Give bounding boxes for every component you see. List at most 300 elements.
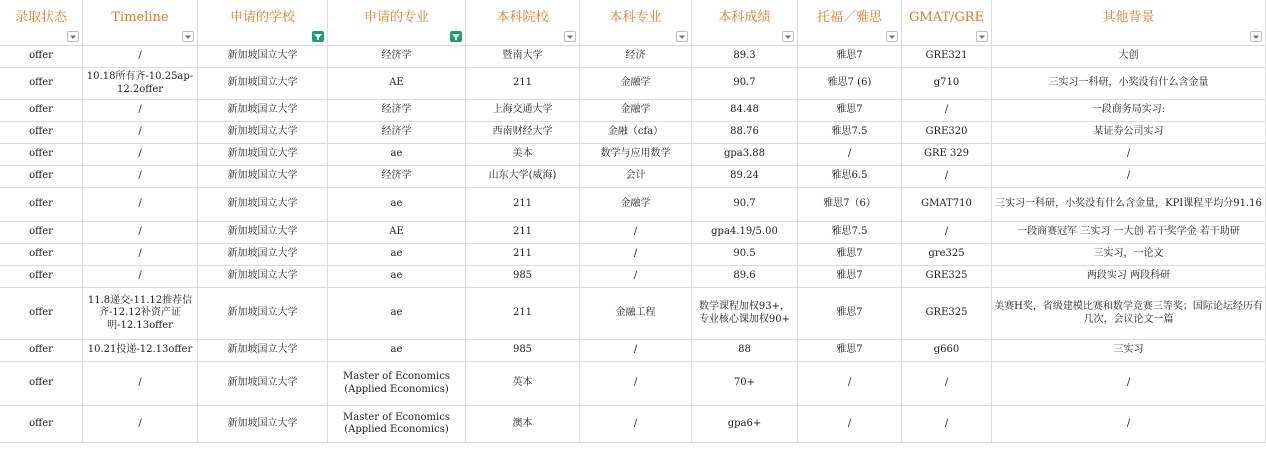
filter-dropdown-icon[interactable]	[782, 31, 794, 42]
cell-text-undergrad-school: 985	[512, 270, 533, 282]
cell-undergrad-school[interactable]	[466, 122, 580, 143]
table-row	[0, 100, 1266, 122]
cell-text-undergrad-school: 暨南大学	[502, 50, 543, 62]
cell-toefl-ielts[interactable]	[798, 122, 902, 143]
header-label-undergrad-major: 本科专业	[609, 10, 662, 26]
cell-toefl-ielts[interactable]	[798, 188, 902, 221]
filter-dropdown-icon[interactable]	[676, 31, 688, 42]
header-admission-status[interactable]	[0, 0, 83, 45]
cell-text-toefl-ielts: /	[847, 377, 852, 389]
header-label-admission-status: 录取状态	[14, 10, 67, 26]
cell-toefl-ielts[interactable]	[798, 266, 902, 287]
cell-text-applied-school: 新加坡国立大学	[227, 417, 298, 429]
cell-text-gmat-gre: /	[944, 226, 949, 238]
cell-text-timeline: 10.21投递-12.13offer	[87, 344, 193, 356]
cell-text-toefl-ielts: 雅思7.5	[831, 126, 868, 138]
filter-dropdown-icon[interactable]	[1250, 31, 1262, 42]
filter-active-icon[interactable]	[312, 31, 324, 42]
cell-admission-status[interactable]	[0, 362, 83, 405]
cell-undergrad-major[interactable]	[580, 68, 692, 99]
cell-undergrad-grade[interactable]	[692, 46, 798, 67]
cell-applied-major[interactable]	[328, 68, 466, 99]
cell-text-applied-school: 新加坡国立大学	[227, 170, 298, 182]
cell-text-undergrad-major: 会计	[625, 170, 646, 182]
cell-toefl-ielts[interactable]	[798, 406, 902, 442]
cell-undergrad-major[interactable]	[580, 188, 692, 221]
cell-text-applied-major: ae	[390, 344, 403, 356]
cell-text-applied-major: ae	[390, 307, 403, 319]
cell-gmat-gre[interactable]	[902, 166, 992, 187]
cell-applied-school[interactable]	[198, 188, 328, 221]
cell-timeline[interactable]	[83, 144, 198, 165]
cell-text-gmat-gre: GMAT710	[921, 198, 972, 210]
cell-undergrad-major[interactable]	[580, 144, 692, 165]
cell-gmat-gre[interactable]	[902, 266, 992, 287]
cell-applied-school[interactable]	[198, 244, 328, 265]
cell-text-undergrad-grade: 数学课程加权93+，专业核心课加权90+	[698, 301, 791, 325]
cell-other-background[interactable]	[992, 266, 1266, 287]
cell-gmat-gre[interactable]	[902, 188, 992, 221]
cell-undergrad-school[interactable]	[466, 362, 580, 405]
cell-gmat-gre[interactable]	[902, 406, 992, 442]
cell-text-undergrad-school: 211	[512, 248, 533, 260]
cell-undergrad-grade[interactable]	[692, 68, 798, 99]
cell-undergrad-major[interactable]	[580, 406, 692, 442]
filter-dropdown-icon[interactable]	[976, 31, 988, 42]
cell-other-background[interactable]	[992, 100, 1266, 121]
cell-text-other-background: 三实习	[1113, 344, 1144, 356]
cell-applied-major[interactable]	[328, 266, 466, 287]
header-applied-major[interactable]	[328, 0, 466, 45]
table-row	[0, 406, 1266, 443]
cell-undergrad-grade[interactable]	[692, 288, 798, 339]
cell-text-toefl-ielts: 雅思7	[836, 307, 863, 319]
cell-applied-school[interactable]	[198, 362, 328, 405]
cell-text-toefl-ielts: 雅思6.5	[831, 170, 868, 182]
cell-applied-major[interactable]	[328, 340, 466, 361]
header-undergrad-grade[interactable]	[692, 0, 798, 45]
cell-applied-major[interactable]	[328, 288, 466, 339]
cell-text-undergrad-school: 211	[512, 307, 533, 319]
cell-text-undergrad-grade: 88.76	[730, 126, 759, 138]
cell-other-background[interactable]	[992, 46, 1266, 67]
cell-text-undergrad-major: 数学与应用数学	[600, 148, 671, 160]
cell-admission-status[interactable]	[0, 266, 83, 287]
table-row	[0, 46, 1266, 68]
cell-other-background[interactable]	[992, 144, 1266, 165]
cell-text-undergrad-school: 211	[512, 226, 533, 238]
table-row	[0, 166, 1266, 188]
cell-text-applied-school: 新加坡国立大学	[227, 198, 298, 210]
cell-text-undergrad-grade: 90.5	[733, 248, 756, 260]
cell-other-background[interactable]	[992, 188, 1266, 221]
header-undergrad-major[interactable]	[580, 0, 692, 45]
cell-applied-major[interactable]	[328, 188, 466, 221]
cell-text-timeline: /	[138, 50, 142, 62]
header-toefl-ielts[interactable]	[798, 0, 902, 45]
cell-text-undergrad-school: 澳本	[512, 417, 533, 429]
cell-text-gmat-gre: GRE321	[925, 50, 968, 62]
cell-text-undergrad-major: 金融学	[620, 198, 651, 210]
cell-undergrad-grade[interactable]	[692, 406, 798, 442]
cell-text-toefl-ielts: 雅思7	[836, 270, 863, 282]
cell-text-other-background: 美赛H奖，省级建模比赛和数学竞赛三等奖；国际论坛经历有几次，会议论文一篇	[994, 301, 1263, 325]
header-timeline[interactable]	[83, 0, 198, 45]
cell-text-admission-status: offer	[29, 148, 53, 160]
header-label-applied-school: 申请的学校	[229, 10, 295, 26]
cell-text-undergrad-grade: 89.24	[730, 170, 759, 182]
cell-text-undergrad-grade: 88	[738, 344, 751, 356]
cell-text-admission-status: offer	[29, 377, 53, 389]
cell-timeline[interactable]	[83, 340, 198, 361]
cell-text-admission-status: offer	[29, 104, 53, 116]
cell-text-undergrad-school: 211	[512, 77, 533, 89]
cell-text-toefl-ielts: /	[847, 417, 852, 429]
cell-other-background[interactable]	[992, 362, 1266, 405]
header-row	[0, 0, 1266, 46]
cell-text-applied-school: 新加坡国立大学	[227, 248, 298, 260]
cell-admission-status[interactable]	[0, 68, 83, 99]
cell-text-admission-status: offer	[29, 77, 53, 89]
header-label-undergrad-school: 本科院校	[496, 10, 549, 26]
header-label-undergrad-grade: 本科成绩	[718, 10, 771, 26]
cell-text-applied-major: Master of Economics (Applied Economics)	[343, 371, 450, 395]
cell-text-gmat-gre: /	[944, 377, 949, 389]
cell-text-undergrad-grade: 70+	[733, 377, 756, 389]
cell-text-other-background: 一段商赛冠军 三实习 一大创 若干奖学金 若干助研	[1017, 226, 1240, 238]
filter-dropdown-icon[interactable]	[886, 31, 898, 42]
cell-other-background[interactable]	[992, 166, 1266, 187]
cell-undergrad-school[interactable]	[466, 222, 580, 243]
cell-toefl-ielts[interactable]	[798, 362, 902, 405]
cell-admission-status[interactable]	[0, 144, 83, 165]
cell-text-undergrad-school: 985	[512, 344, 533, 356]
cell-text-applied-school: 新加坡国立大学	[227, 148, 298, 160]
table-row	[0, 144, 1266, 166]
cell-toefl-ielts[interactable]	[798, 222, 902, 243]
cell-applied-major[interactable]	[328, 406, 466, 442]
cell-text-undergrad-major: /	[633, 344, 638, 356]
cell-text-admission-status: offer	[29, 307, 53, 319]
cell-gmat-gre[interactable]	[902, 222, 992, 243]
cell-text-applied-school: 新加坡国立大学	[227, 226, 298, 238]
cell-text-other-background: 三实习一科研，小奖没有什么含金量	[1048, 77, 1209, 89]
cell-undergrad-major[interactable]	[580, 266, 692, 287]
cell-text-admission-status: offer	[29, 417, 53, 429]
cell-gmat-gre[interactable]	[902, 288, 992, 339]
cell-text-applied-major: 经济学	[381, 104, 412, 116]
header-other-background[interactable]	[992, 0, 1266, 45]
cell-text-timeline: /	[138, 417, 142, 429]
cell-text-applied-major: AE	[389, 77, 404, 89]
cell-toefl-ielts[interactable]	[798, 288, 902, 339]
cell-other-background[interactable]	[992, 68, 1266, 99]
cell-undergrad-school[interactable]	[466, 406, 580, 442]
cell-undergrad-major[interactable]	[580, 100, 692, 121]
cell-admission-status[interactable]	[0, 222, 83, 243]
cell-text-other-background: 某证券公司实习	[1093, 126, 1164, 138]
cell-undergrad-major[interactable]	[580, 46, 692, 67]
header-label-applied-major: 申请的专业	[363, 10, 429, 26]
cell-text-gmat-gre: /	[944, 170, 949, 182]
cell-other-background[interactable]	[992, 222, 1266, 243]
cell-undergrad-school[interactable]	[466, 166, 580, 187]
cell-toefl-ielts[interactable]	[798, 68, 902, 99]
cell-text-undergrad-major: 金融学	[620, 77, 651, 89]
table-row	[0, 340, 1266, 362]
cell-undergrad-grade[interactable]	[692, 222, 798, 243]
cell-applied-major[interactable]	[328, 166, 466, 187]
cell-text-undergrad-major: 经济	[625, 50, 646, 62]
cell-undergrad-school[interactable]	[466, 340, 580, 361]
cell-text-undergrad-grade: 90.7	[733, 77, 756, 89]
cell-text-timeline: /	[138, 148, 142, 160]
cell-undergrad-school[interactable]	[466, 288, 580, 339]
cell-gmat-gre[interactable]	[902, 100, 992, 121]
cell-undergrad-school[interactable]	[466, 266, 580, 287]
cell-text-applied-school: 新加坡国立大学	[227, 307, 298, 319]
cell-text-applied-major: ae	[390, 248, 403, 260]
cell-applied-major[interactable]	[328, 362, 466, 405]
cell-undergrad-school[interactable]	[466, 100, 580, 121]
cell-applied-school[interactable]	[198, 144, 328, 165]
cell-text-other-background: 一段商务局实习:	[1091, 104, 1166, 116]
cell-text-other-background: /	[1126, 148, 1131, 160]
filter-dropdown-icon[interactable]	[564, 31, 576, 42]
cell-text-gmat-gre: GRE325	[925, 270, 968, 282]
cell-undergrad-grade[interactable]	[692, 340, 798, 361]
cell-text-gmat-gre: gre325	[928, 248, 965, 260]
cell-undergrad-major[interactable]	[580, 244, 692, 265]
cell-text-applied-school: 新加坡国立大学	[227, 104, 298, 116]
cell-applied-school[interactable]	[198, 46, 328, 67]
cell-admission-status[interactable]	[0, 188, 83, 221]
cell-undergrad-major[interactable]	[580, 166, 692, 187]
cell-text-admission-status: offer	[29, 126, 53, 138]
cell-undergrad-major[interactable]	[580, 362, 692, 405]
cell-timeline[interactable]	[83, 222, 198, 243]
cell-undergrad-grade[interactable]	[692, 266, 798, 287]
cell-applied-school[interactable]	[198, 68, 328, 99]
cell-timeline[interactable]	[83, 188, 198, 221]
cell-text-undergrad-school: 美本	[512, 148, 533, 160]
cell-applied-major[interactable]	[328, 144, 466, 165]
cell-text-undergrad-major: /	[633, 270, 638, 282]
cell-undergrad-grade[interactable]	[692, 188, 798, 221]
cell-timeline[interactable]	[83, 266, 198, 287]
cell-undergrad-school[interactable]	[466, 68, 580, 99]
cell-text-admission-status: offer	[29, 344, 53, 356]
cell-text-gmat-gre: GRE320	[925, 126, 968, 138]
cell-gmat-gre[interactable]	[902, 68, 992, 99]
cell-gmat-gre[interactable]	[902, 244, 992, 265]
cell-admission-status[interactable]	[0, 100, 83, 121]
cell-text-timeline: /	[138, 126, 142, 138]
cell-text-undergrad-grade: gpa3.88	[723, 148, 766, 160]
table-row	[0, 188, 1266, 222]
cell-text-other-background: /	[1126, 377, 1131, 389]
cell-undergrad-school[interactable]	[466, 188, 580, 221]
cell-text-other-background: /	[1126, 417, 1131, 429]
header-label-toefl-ielts: 托福／雅思	[816, 10, 882, 26]
cell-text-applied-school: 新加坡国立大学	[227, 377, 298, 389]
cell-admission-status[interactable]	[0, 166, 83, 187]
cell-toefl-ielts[interactable]	[798, 340, 902, 361]
cell-text-toefl-ielts: 雅思7（6）	[823, 198, 876, 210]
cell-timeline[interactable]	[83, 68, 198, 99]
table-row	[0, 266, 1266, 288]
cell-undergrad-school[interactable]	[466, 144, 580, 165]
cell-undergrad-major[interactable]	[580, 122, 692, 143]
table-row	[0, 68, 1266, 100]
cell-undergrad-grade[interactable]	[692, 166, 798, 187]
cell-text-undergrad-school: 西南财经大学	[492, 126, 553, 138]
cell-text-undergrad-school: 英本	[512, 377, 533, 389]
cell-text-undergrad-major: 金融工程	[615, 307, 656, 319]
cell-admission-status[interactable]	[0, 406, 83, 442]
cell-other-background[interactable]	[992, 122, 1266, 143]
cell-admission-status[interactable]	[0, 244, 83, 265]
cell-text-timeline: 10.18所有齐-10.25ap-12.2offer	[86, 71, 194, 95]
cell-text-applied-major: ae	[390, 148, 403, 160]
cell-text-applied-school: 新加坡国立大学	[227, 344, 298, 356]
cell-toefl-ielts[interactable]	[798, 100, 902, 121]
filter-active-icon[interactable]	[450, 31, 462, 42]
cell-timeline[interactable]	[83, 244, 198, 265]
cell-admission-status[interactable]	[0, 122, 83, 143]
cell-text-undergrad-major: /	[633, 226, 638, 238]
cell-other-background[interactable]	[992, 244, 1266, 265]
cell-text-applied-school: 新加坡国立大学	[227, 270, 298, 282]
cell-applied-school[interactable]	[198, 166, 328, 187]
cell-applied-school[interactable]	[198, 222, 328, 243]
header-applied-school[interactable]	[198, 0, 328, 45]
cell-gmat-gre[interactable]	[902, 46, 992, 67]
filter-dropdown-icon[interactable]	[182, 31, 194, 42]
cell-text-other-background: 三实习一科研，小奖没有什么含金量，KPI课程平均分91.16	[995, 198, 1262, 210]
cell-toefl-ielts[interactable]	[798, 166, 902, 187]
cell-applied-major[interactable]	[328, 46, 466, 67]
cell-text-timeline: /	[138, 104, 142, 116]
cell-gmat-gre[interactable]	[902, 122, 992, 143]
cell-timeline[interactable]	[83, 100, 198, 121]
cell-applied-major[interactable]	[328, 122, 466, 143]
cell-admission-status[interactable]	[0, 288, 83, 339]
cell-text-admission-status: offer	[29, 198, 53, 210]
cell-text-toefl-ielts: 雅思7 (6)	[827, 77, 872, 89]
cell-undergrad-school[interactable]	[466, 244, 580, 265]
cell-text-applied-major: 经济学	[381, 170, 412, 182]
cell-applied-school[interactable]	[198, 122, 328, 143]
table-row	[0, 288, 1266, 340]
cell-text-timeline: /	[138, 198, 142, 210]
table-row	[0, 122, 1266, 144]
cell-timeline[interactable]	[83, 406, 198, 442]
cell-applied-school[interactable]	[198, 100, 328, 121]
cell-text-timeline: /	[138, 248, 142, 260]
cell-undergrad-grade[interactable]	[692, 244, 798, 265]
cell-toefl-ielts[interactable]	[798, 144, 902, 165]
cell-text-undergrad-grade: gpa4.19/5.00	[711, 226, 778, 238]
cell-text-gmat-gre: GRE325	[925, 307, 968, 319]
cell-text-timeline: /	[138, 270, 142, 282]
cell-undergrad-major[interactable]	[580, 288, 692, 339]
cell-applied-major[interactable]	[328, 100, 466, 121]
filter-dropdown-icon[interactable]	[67, 31, 79, 42]
cell-text-admission-status: offer	[29, 170, 53, 182]
cell-undergrad-grade[interactable]	[692, 144, 798, 165]
cell-text-gmat-gre: /	[944, 417, 949, 429]
cell-text-other-background: 两段实习 两段科研	[1086, 270, 1171, 282]
cell-text-toefl-ielts: 雅思7	[836, 248, 863, 260]
cell-undergrad-major[interactable]	[580, 340, 692, 361]
cell-text-admission-status: offer	[29, 270, 53, 282]
cell-text-toefl-ielts: 雅思7	[836, 50, 863, 62]
cell-text-undergrad-major: /	[633, 248, 638, 260]
cell-applied-school[interactable]	[198, 266, 328, 287]
cell-text-toefl-ielts: /	[847, 148, 852, 160]
cell-admission-status[interactable]	[0, 340, 83, 361]
cell-text-undergrad-grade: 89.6	[733, 270, 756, 282]
cell-admission-status[interactable]	[0, 46, 83, 67]
cell-applied-major[interactable]	[328, 222, 466, 243]
cell-undergrad-grade[interactable]	[692, 362, 798, 405]
cell-text-applied-major: Master of Economics (Applied Economics)	[343, 411, 450, 435]
cell-timeline[interactable]	[83, 122, 198, 143]
header-label-timeline: Timeline	[111, 10, 169, 26]
cell-timeline[interactable]	[83, 288, 198, 339]
cell-text-gmat-gre: g710	[933, 77, 960, 89]
cell-applied-major[interactable]	[328, 244, 466, 265]
cell-gmat-gre[interactable]	[902, 362, 992, 405]
cell-text-other-background: 三实习，一论文	[1093, 248, 1164, 260]
cell-applied-school[interactable]	[198, 288, 328, 339]
cell-text-undergrad-grade: gpa6+	[727, 417, 762, 429]
cell-text-applied-major: AE	[389, 226, 404, 238]
cell-applied-school[interactable]	[198, 406, 328, 442]
cell-timeline[interactable]	[83, 46, 198, 67]
cell-toefl-ielts[interactable]	[798, 244, 902, 265]
cell-undergrad-major[interactable]	[580, 222, 692, 243]
cell-text-other-background: /	[1126, 170, 1131, 182]
cell-other-background[interactable]	[992, 288, 1266, 339]
cell-text-applied-major: 经济学	[381, 50, 412, 62]
header-gmat-gre[interactable]	[902, 0, 992, 45]
header-undergrad-school[interactable]	[466, 0, 580, 45]
cell-text-applied-major: 经济学	[381, 126, 412, 138]
cell-gmat-gre[interactable]	[902, 144, 992, 165]
cell-text-gmat-gre: /	[944, 104, 949, 116]
cell-text-toefl-ielts: 雅思7	[836, 344, 863, 356]
cell-text-other-background: 大创	[1118, 50, 1139, 62]
cell-undergrad-grade[interactable]	[692, 100, 798, 121]
cell-timeline[interactable]	[83, 362, 198, 405]
cell-gmat-gre[interactable]	[902, 340, 992, 361]
cell-timeline[interactable]	[83, 166, 198, 187]
cell-text-undergrad-grade: 84.48	[730, 104, 759, 116]
cell-undergrad-grade[interactable]	[692, 122, 798, 143]
cell-undergrad-school[interactable]	[466, 46, 580, 67]
cell-text-timeline: 11.8递交-11.12推荐信齐-12.12补资产证明-12.13offer	[87, 294, 193, 331]
cell-text-timeline: /	[138, 377, 142, 389]
cell-other-background[interactable]	[992, 406, 1266, 442]
cell-text-undergrad-grade: 90.7	[733, 198, 756, 210]
cell-applied-school[interactable]	[198, 340, 328, 361]
cell-text-timeline: /	[138, 170, 142, 182]
cell-toefl-ielts[interactable]	[798, 46, 902, 67]
cell-text-undergrad-grade: 89.3	[733, 50, 756, 62]
cell-other-background[interactable]	[992, 340, 1266, 361]
